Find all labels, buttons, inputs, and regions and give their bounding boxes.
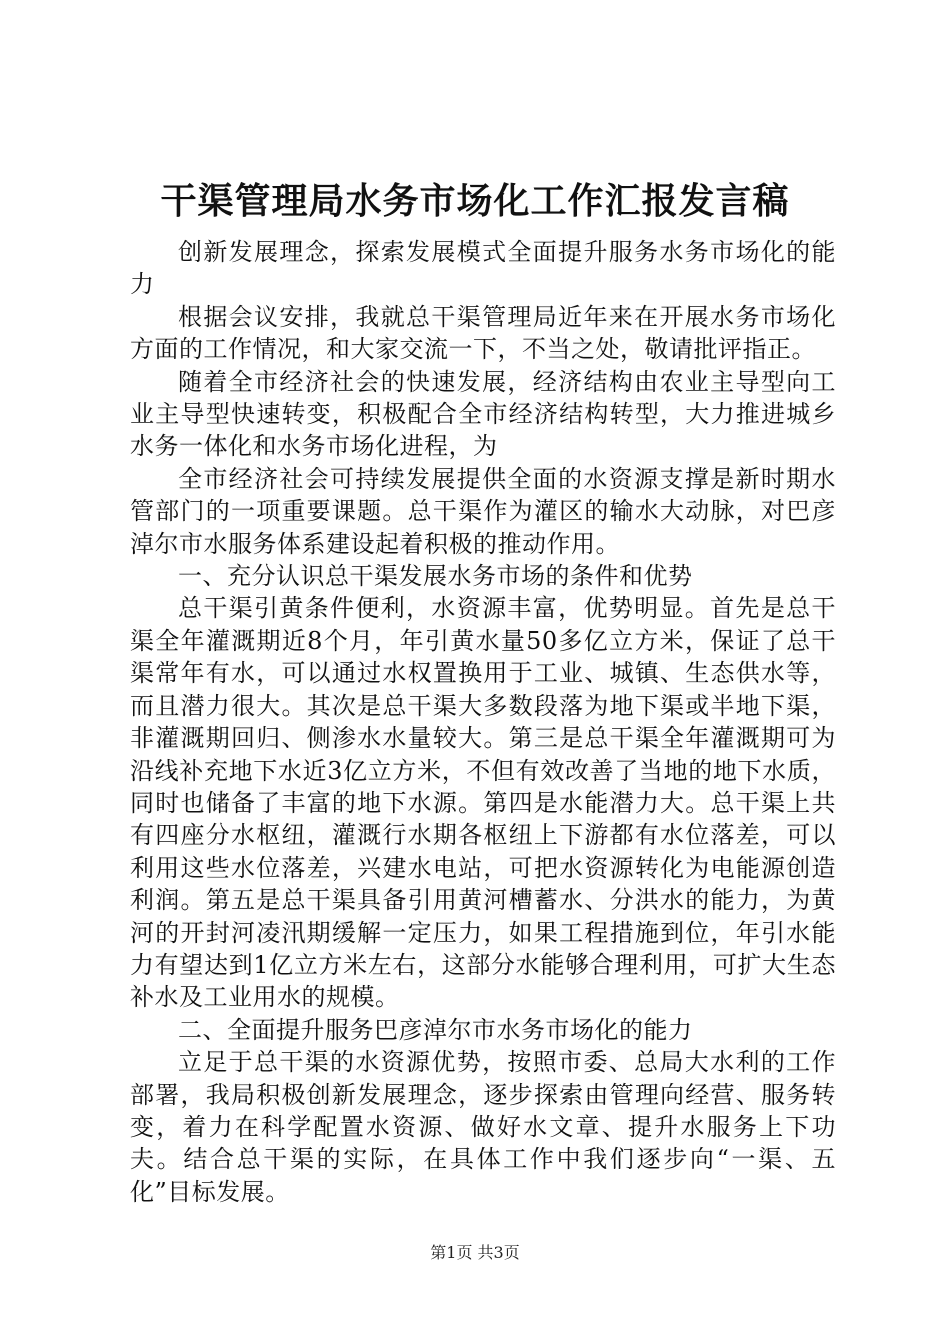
paragraph-background: 随着全市经济社会的快速发展，经济结构由农业主导型向工业主导型快速转变，积极配合全市经济结构转型，大力推进城乡水务一体化和水务市场化进程，为 [130, 367, 836, 461]
document-body [130, 236, 836, 1208]
paragraph-background-continued: 全市经济社会可持续发展提供全面的水资源支撑是新时期水管部门的一项重要课题。总干渠作为灌区的输水大动脉，对巴彦淖尔市水服务体系建设起着积极的推动作用。 [130, 464, 836, 558]
paragraph-intro: 根据会议安排，我就总干渠管理局近年来在开展水务市场化方面的工作情况，和大家交流一下，不当之处，敬请批评指正。 [130, 302, 836, 364]
paragraph-advantages: 总干渠引黄条件便利，水资源丰富，优势明显。首先是总干渠全年灌溉期近8个月，年引黄水量50多亿立方米，保证了总干渠常年有水，可以通过水权置换用于工业、城镇、生态供水等，而且潜力很大。其次是总干渠大多数段落为地下渠或半地下渠，非灌溉期回归、侧渗水水量较大。第三是总干渠全年灌溉期可为沿线补充地下水近3亿立方米，不但有效改善了当地的地下水质，同时也储备了丰富的地下水源。第四是水能潜力大。总干渠上共有四座分水枢纽，灌溉行水期各枢纽上下游都有水位落差，可以利用这些水位落差，兴建水电站，可把水资源转化为电能源创造利润。第五是总干渠具备引用黄河槽蓄水、分洪水的能力，为黄河的开封河凌汛期缓解一定压力，如果工程措施到位，年引水能力有望达到1亿立方米左右，这部分水能够合理利用，可扩大生态补水及工业用水的规模。 [130, 594, 836, 1012]
section-heading-1: 一、充分认识总干渠发展水务市场的条件和优势 [178, 562, 693, 591]
section-heading-2: 二、全面提升服务巴彦淖尔市水务市场化的能力 [178, 1015, 693, 1044]
page-number-footer: 第1页 共3页 [430, 1243, 520, 1262]
paragraph-subtitle: 创新发展理念，探索发展模式全面提升服务水务市场化的能力 [130, 238, 836, 299]
document-title: 干渠管理局水务市场化工作汇报发言稿 [160, 180, 790, 222]
paragraph-capability: 立足于总干渠的水资源优势，按照市委、总局大水利的工作部署，我局积极创新发展理念，逐步探索由管理向经营、服务转变，着力在科学配置水资源、做好水文章、提升水服务上下功夫。结合总干渠的实际，在具体工作中我们逐步向“一渠、五化”目标发展。 [130, 1048, 836, 1206]
